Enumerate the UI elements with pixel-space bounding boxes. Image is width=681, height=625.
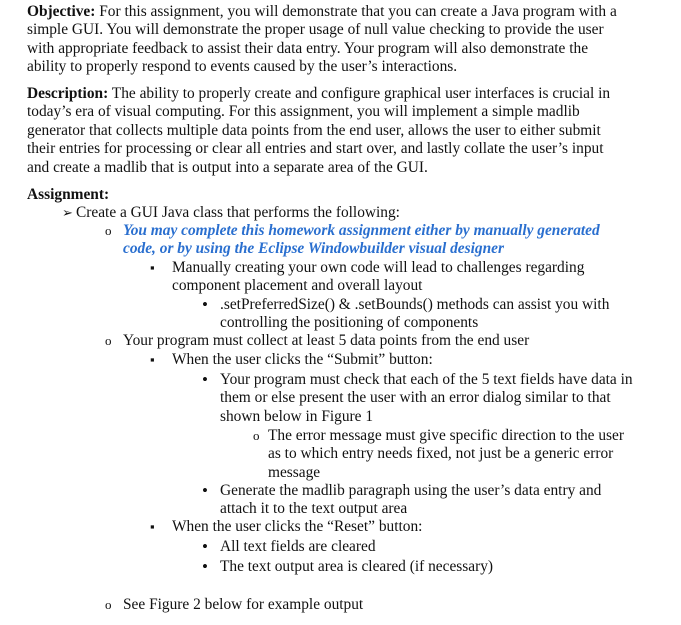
list-item-line [220, 538, 376, 556]
line-text: and create a madlib that is output into a separate area of the GUI. [27, 158, 428, 176]
line-text: Generate the madlib paragraph using the user’s data entry and [220, 482, 602, 499]
objective-line [27, 40, 588, 58]
description-line [27, 159, 428, 177]
list-item-line [123, 596, 363, 614]
line-text: today’s era of visual computing. For this assignment, you will implement a simple madlib [27, 103, 580, 121]
line-text: The ability to properly create and configure graphical user interfaces is crucial in [108, 85, 611, 102]
dot-bullet-icon: • [202, 370, 208, 389]
list-item-line [172, 259, 584, 277]
line-text: as to which entry needs fixed, not just be a generic error [268, 445, 614, 463]
list-item-line [268, 427, 624, 445]
list-item-line [220, 558, 493, 576]
line-text: Manually creating your own code will lead to challenges regarding [172, 259, 585, 276]
square-bullet-icon: ▪ [150, 352, 155, 367]
line-text: component placement and overall layout [172, 277, 423, 295]
objective-line [27, 3, 617, 21]
description-line [27, 103, 580, 121]
line-text: When the user clicks the “Submit” button: [172, 351, 433, 368]
line-text: shown below in Figure 1 [220, 407, 374, 425]
list-item-line [220, 482, 601, 500]
list-item-line [268, 464, 320, 482]
line-text: The text output area is cleared (if necessary) [220, 558, 494, 575]
line-text: Your program must collect at least 5 data points from the end user [123, 332, 530, 349]
line-text: attach it to the text output area [220, 500, 408, 518]
list-item-line [220, 408, 373, 426]
description-line [27, 85, 610, 103]
circle-bullet-icon: o [105, 223, 112, 238]
line-text: .setPreferredSize() & .setBounds() methods can assist you with [220, 296, 610, 313]
list-item-line [76, 204, 400, 222]
line-text: Your program must check that each of the 5 text fields have data in [220, 371, 633, 388]
list-item-line [172, 518, 422, 536]
line-text: See Figure 2 below for example output [123, 596, 364, 613]
circle-bullet-icon: o [105, 333, 112, 348]
list-item-line [220, 314, 478, 332]
line-text: their entries for processing or clear all entries and start over, and lastly collate the user’s input [27, 140, 604, 158]
list-item-line [220, 389, 611, 407]
assignment-heading [27, 186, 109, 204]
circle-bullet-icon: o [253, 428, 260, 443]
line-text: controlling the positioning of components [220, 314, 479, 332]
dot-bullet-icon: • [202, 557, 208, 576]
list-item-line [123, 222, 600, 240]
line-text: them or else present the user with an error dialog similar to that [220, 389, 611, 407]
square-bullet-icon: ▪ [150, 260, 155, 275]
line-text: message [268, 463, 321, 481]
list-item-line [123, 240, 504, 258]
line-text: Assignment: [27, 186, 110, 203]
line-text: All text fields are cleared [220, 538, 376, 555]
dot-bullet-icon: • [202, 295, 208, 314]
list-item-line [123, 332, 529, 350]
description-line [27, 122, 601, 140]
line-text: ability to properly respond to events caused by the user’s interactions. [27, 58, 458, 76]
line-text: simple GUI. You will demonstrate the proper usage of null value checking to provide the user [27, 21, 604, 39]
dot-bullet-icon: • [202, 537, 208, 556]
line-text: For this assignment, you will demonstrate that you can create a Java program with a [95, 3, 617, 20]
list-item-line [220, 371, 633, 389]
objective-line [27, 58, 457, 76]
section-label: Description: [27, 85, 109, 102]
list-item-line [172, 351, 433, 369]
list-item-line [220, 296, 609, 314]
arrow-bullet-icon: ➢ [62, 205, 73, 220]
description-line [27, 140, 603, 158]
line-text: The error message must give specific direction to the user [268, 427, 624, 444]
line-text: Create a GUI Java class that performs the following: [76, 204, 400, 221]
objective-line [27, 21, 604, 39]
line-text: generator that collects multiple data points from the end user, allows the user to either submit [27, 121, 601, 139]
section-label: Objective: [27, 3, 96, 20]
circle-bullet-icon: o [105, 597, 112, 612]
line-text: When the user clicks the “Reset” button: [172, 518, 423, 535]
square-bullet-icon: ▪ [150, 519, 155, 534]
list-item-line [268, 445, 613, 463]
line-text: code, or by using the Eclipse Windowbuilder visual designer [123, 240, 504, 258]
list-item-line [172, 277, 422, 295]
line-text: with appropriate feedback to assist their data entry. Your program will also demonstrate the [27, 39, 589, 57]
list-item-line [220, 500, 407, 518]
dot-bullet-icon: • [202, 481, 208, 500]
line-text: You may complete this homework assignment either by manually generated [123, 222, 600, 239]
